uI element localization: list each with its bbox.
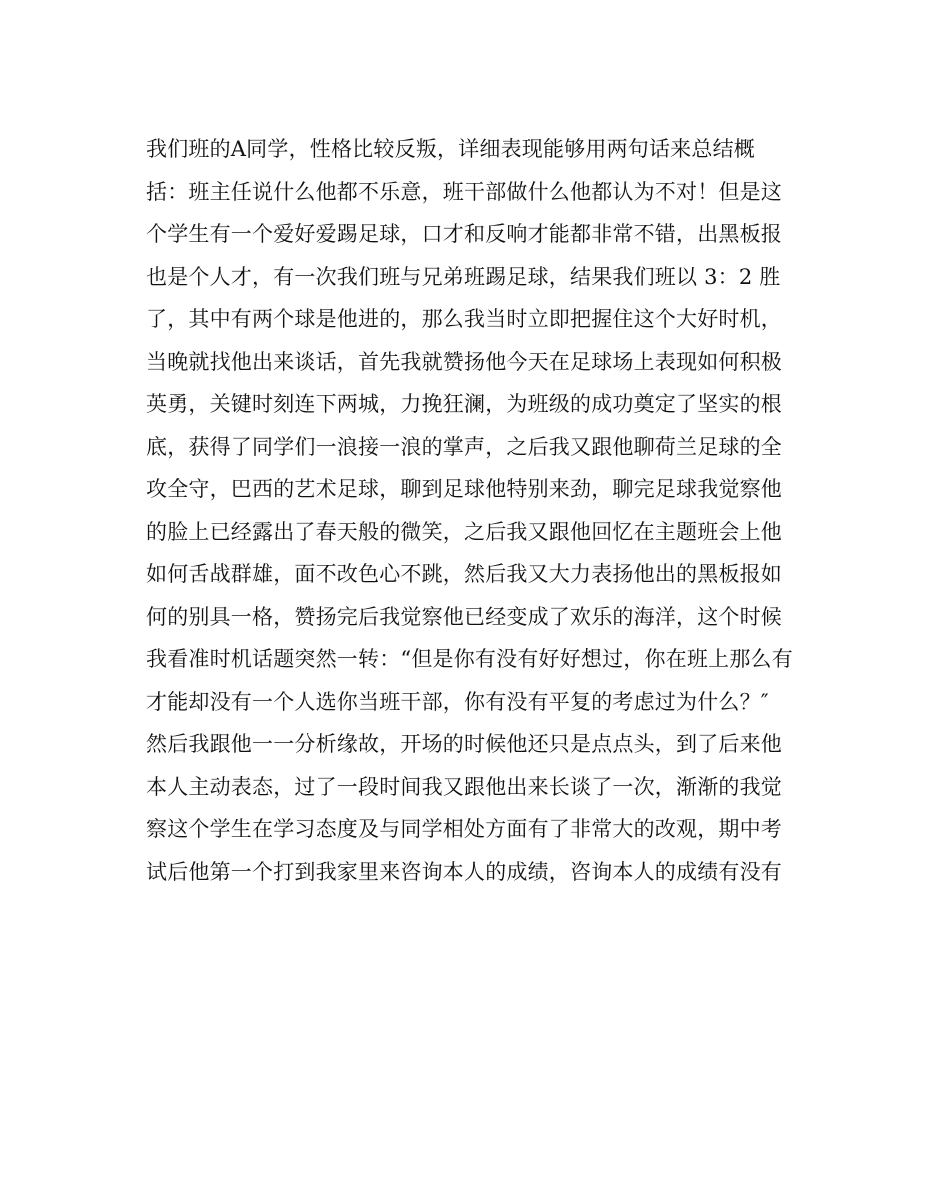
text-line: 如何舌战群雄，面不改色心不跳，然后我又大力表扬他出的黑板报如 [146, 562, 782, 586]
text-line: 试后他第一个打到我家里来咨询本人的成绩，咨询本人的成绩有没有 [146, 859, 782, 884]
text-line: 括：班主任说什么他都不乐意，班干部做什么他都认为不对！但是这 [146, 179, 782, 204]
text-line: 我们班的A同学，性格比较反叛，详细表现能够用两句话来总结概 [146, 137, 755, 161]
text-line: 也是个人才，有一次我们班与兄弟班踢足球，结果我们班以 3：2 胜 [146, 264, 781, 289]
body-paragraph [146, 128, 826, 893]
text-line: 何的别具一格，赞扬完后我觉察他已经变成了欢乐的海洋，这个时候 [146, 604, 782, 629]
text-line: 本人主动表态，过了一段时间我又跟他出来长谈了一次，渐渐的我觉 [146, 774, 782, 799]
text-line: 底，获得了同学们一浪接一浪的掌声，之后我又跟他聊荷兰足球的全 [146, 434, 782, 459]
text-line: 了，其中有两个球是他进的，那么我当时立即把握住这个大好时机， [146, 307, 782, 331]
text-line: 当晚就找他出来谈话，首先我就赞扬他今天在足球场上表现如何积极 [146, 349, 782, 374]
text-line: 我看准时机话题突然一转：“但是你有没有好好想过，你在班上那么有 [146, 647, 793, 671]
text-line: 才能却没有一个人选你当班干部，你有没有平复的考虑过为什么？″ [146, 689, 769, 714]
text-line: 察这个学生在学习态度及与同学相处方面有了非常大的改观，期中考 [146, 817, 782, 841]
text-line: 的脸上已经露出了春天般的微笑，之后我又跟他回忆在主题班会上他 [146, 519, 782, 544]
text-line: 然后我跟他一一分析缘故，开场的时候他还只是点点头，到了后来他 [146, 732, 782, 756]
text-line: 英勇，关键时刻连下两城，力挽狂澜，为班级的成功奠定了坚实的根 [146, 392, 782, 416]
text-line: 个学生有一个爱好爱踢足球，口才和反响才能都非常不错，出黑板报 [146, 222, 782, 246]
text-line: 攻全守，巴西的艺术足球，聊到足球他特别来劲，聊完足球我觉察他 [146, 477, 782, 501]
